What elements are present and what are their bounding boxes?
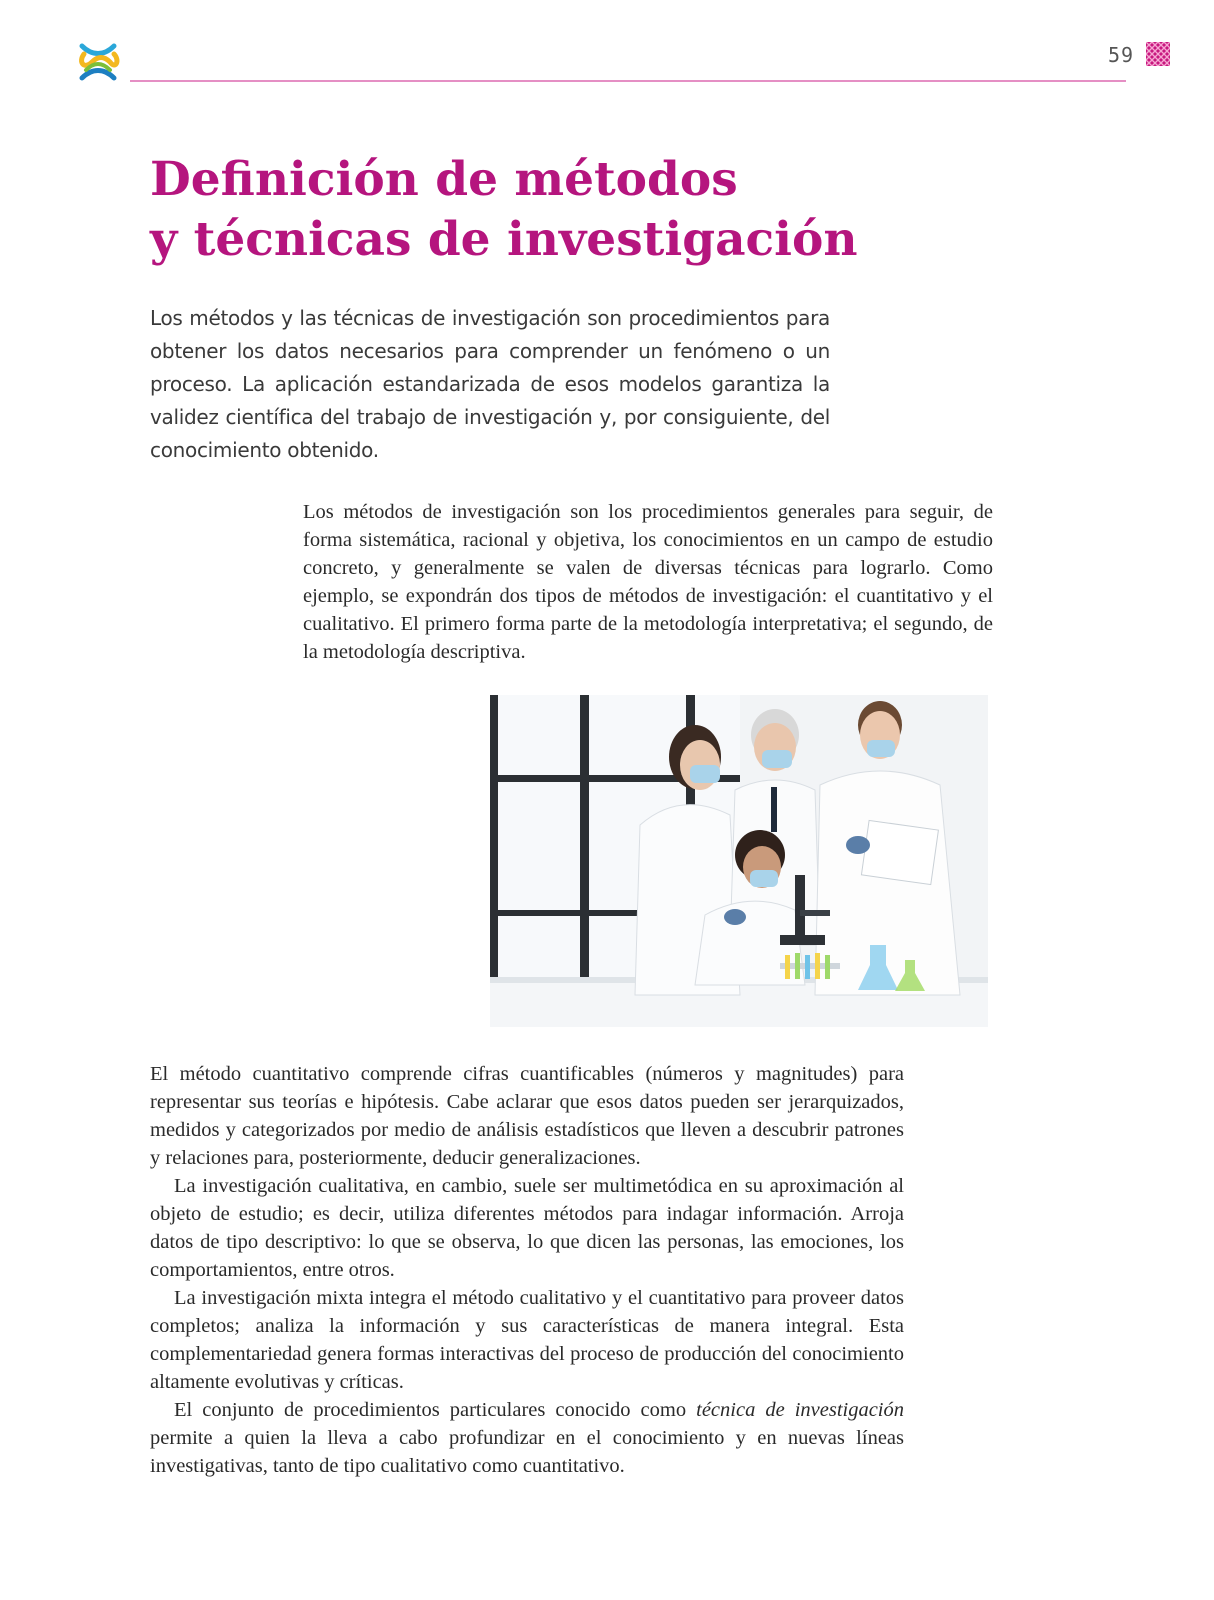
technique-term: técnica de investigación [696,1399,905,1421]
magenta-pattern-icon [1146,42,1170,66]
technique-paragraph-end: permite a quien la lleva a cabo profundizar en el conocimiento y en nuevas líneas investigativas, tanto de tipo cualitativo como cuantitativo. [150,1427,904,1477]
intro-paragraph: Los métodos y las técnicas de investigación son procedimientos para obtener los datos necesarios para comprender un fenómeno o un proceso. La aplicación estandarizada de esos modelos garantiza la validez científica del trabajo de investigación y, por consiguiente, del conocimiento obtenido. [150,306,830,462]
mixed-paragraph: La investigación mixta integra el método cualitativo y el cuantitativo para proveer datos completos; analiza la información y sus características de manera integral. Esta complementariedad genera formas interactivas del proceso de producción del conocimiento altamente evolutivas y críticas. [150,1287,904,1393]
page-title-line-1: Definición de métodos [150,152,738,207]
quantitative-paragraph: El método cuantitativo comprende cifras cuantificables (números y magnitudes) para representar sus teorías e hipótesis. Cabe aclarar que esos datos pueden ser jerarquizados, medidos y categorizados por medio de análisis estadísticos que lleven a descubrir patrones y relaciones para, posteriormente, deducir generalizaciones. [150,1063,904,1169]
technique-paragraph-start: El conjunto de procedimientos particulares conocido como [174,1399,697,1421]
body-text [150,1060,904,1480]
knot-logo-icon [76,40,120,84]
header-rule [130,80,1126,82]
qualitative-paragraph: La investigación cualitativa, en cambio, suele ser multimetódica en su aproximación al objeto de estudio; es decir, utiliza diferentes métodos para indagar información. Arroja datos de tipo descriptivo: lo que se observa, lo que dicen las personas, las emociones, los comportamientos, entre otros. [150,1175,904,1281]
methods-paragraph: Los métodos de investigación son los procedimientos generales para seguir, de forma sistemática, racional y objetiva, los conocimientos en un campo de estudio concreto, y generalmente se valen de diversas técnicas para lograrlo. Como ejemplo, se expondrán dos tipos de métodos de investigación: el cuantitativo y el cualitativo. El primero forma parte de la metodología interpretativa; el segundo, de la metodología descriptiva. [303,501,993,663]
technique-paragraph [150,1396,904,1480]
lab-scientists-photo [490,695,988,1027]
page-title-line-2: y técnicas de investigación [150,212,858,267]
page-number: 59 [1108,43,1135,67]
page-title [150,150,910,270]
